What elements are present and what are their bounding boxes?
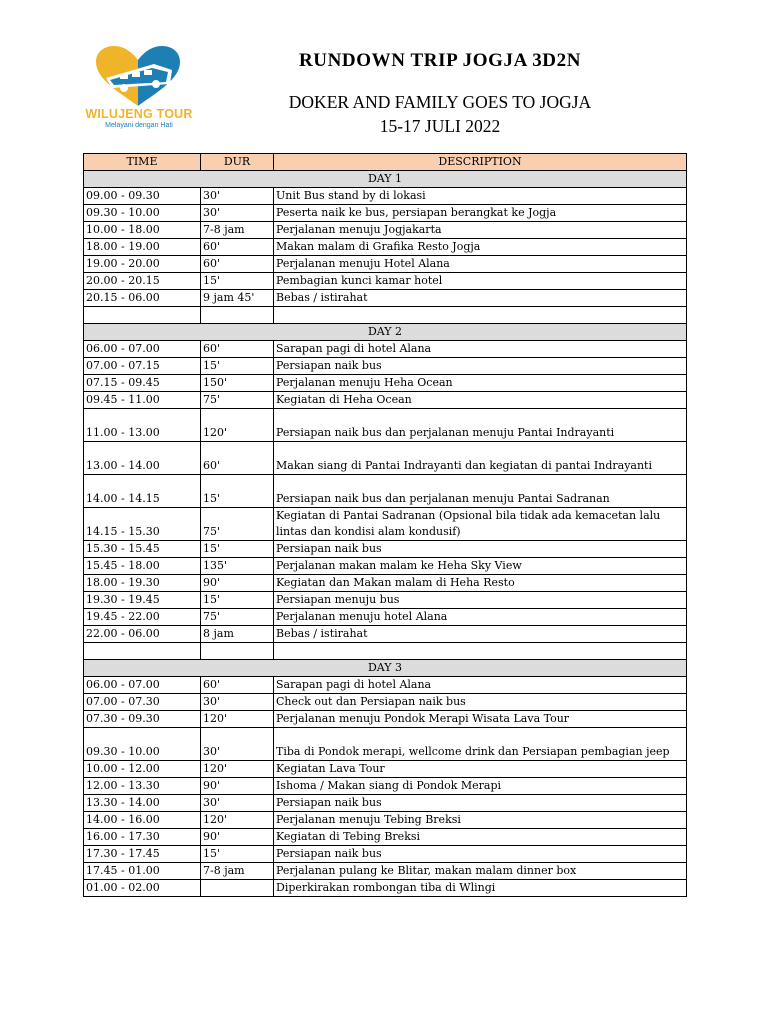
time-cell: 10.00 - 12.00: [84, 761, 201, 778]
description-cell: Tiba di Pondok merapi, wellcome drink dan Persiapan pembagian jeep: [274, 728, 687, 761]
duration-cell: 75': [201, 508, 274, 541]
day-label: DAY 1: [84, 171, 687, 188]
company-logo: [78, 44, 200, 132]
table-row: [84, 778, 687, 795]
description-cell: Sarapan pagi di hotel Alana: [274, 677, 687, 694]
time-cell: 13.30 - 14.00: [84, 795, 201, 812]
time-cell: 19.30 - 19.45: [84, 592, 201, 609]
description-cell: Persiapan naik bus: [274, 541, 687, 558]
empty-cell: [274, 307, 687, 324]
description-cell: Kegiatan di Tebing Breksi: [274, 829, 687, 846]
duration-cell: 90': [201, 778, 274, 795]
description-cell: Bebas / istirahat: [274, 290, 687, 307]
table-row: [84, 409, 687, 442]
table-row: [84, 592, 687, 609]
duration-cell: 75': [201, 609, 274, 626]
empty-cell: [274, 643, 687, 660]
duration-cell: 15': [201, 358, 274, 375]
duration-cell: 30': [201, 188, 274, 205]
description-cell: Perjalanan menuju Jogjakarta: [274, 222, 687, 239]
time-cell: 09.30 - 10.00: [84, 205, 201, 222]
time-cell: 14.00 - 14.15: [84, 475, 201, 508]
description-cell: Perjalanan menuju Pondok Merapi Wisata Lava Tour: [274, 711, 687, 728]
table-row: [84, 205, 687, 222]
table-row: [84, 609, 687, 626]
description-cell: Kegiatan Lava Tour: [274, 761, 687, 778]
description-cell: Pembagian kunci kamar hotel: [274, 273, 687, 290]
description-cell: Ishoma / Makan siang di Pondok Merapi: [274, 778, 687, 795]
description-cell: Kegiatan dan Makan malam di Heha Resto: [274, 575, 687, 592]
column-header-dur: DUR: [201, 154, 274, 171]
time-cell: 15.45 - 18.00: [84, 558, 201, 575]
duration-cell: 30': [201, 694, 274, 711]
time-cell: 18.00 - 19.30: [84, 575, 201, 592]
day-header-row: [84, 324, 687, 341]
table-row: [84, 677, 687, 694]
duration-cell: [201, 880, 274, 897]
table-row: [84, 188, 687, 205]
empty-cell: [201, 307, 274, 324]
description-cell: Peserta naik ke bus, persiapan berangkat ke Jogja: [274, 205, 687, 222]
time-cell: 17.30 - 17.45: [84, 846, 201, 863]
duration-cell: 120': [201, 409, 274, 442]
duration-cell: 15': [201, 592, 274, 609]
time-cell: 15.30 - 15.45: [84, 541, 201, 558]
duration-cell: 150': [201, 375, 274, 392]
table-row: [84, 863, 687, 880]
time-cell: 14.00 - 16.00: [84, 812, 201, 829]
description-cell: Makan siang di Pantai Indrayanti dan kegiatan di pantai Indrayanti: [274, 442, 687, 475]
time-cell: 07.00 - 07.15: [84, 358, 201, 375]
description-cell: Diperkirakan rombongan tiba di Wlingi: [274, 880, 687, 897]
day-label: DAY 3: [84, 660, 687, 677]
trip-dates: 15-17 JULI 2022: [379, 116, 501, 136]
table-row: [84, 558, 687, 575]
time-cell: 20.00 - 20.15: [84, 273, 201, 290]
time-cell: 07.15 - 09.45: [84, 375, 201, 392]
duration-cell: 15': [201, 846, 274, 863]
table-header-row: [84, 154, 687, 171]
time-cell: 10.00 - 18.00: [84, 222, 201, 239]
table-row: [84, 541, 687, 558]
time-cell: 01.00 - 02.00: [84, 880, 201, 897]
table-row: [84, 880, 687, 897]
rundown-table-body: [84, 171, 687, 897]
time-cell: 14.15 - 15.30: [84, 508, 201, 541]
time-cell: 11.00 - 13.00: [84, 409, 201, 442]
table-row: [84, 711, 687, 728]
table-row: [84, 728, 687, 761]
table-row: [84, 256, 687, 273]
table-row: [84, 508, 687, 541]
duration-cell: 120': [201, 761, 274, 778]
duration-cell: 7-8 jam: [201, 222, 274, 239]
time-cell: 18.00 - 19.00: [84, 239, 201, 256]
description-cell: Perjalanan pulang ke Blitar, makan malam dinner box: [274, 863, 687, 880]
description-cell: Sarapan pagi di hotel Alana: [274, 341, 687, 358]
document-title: RUNDOWN TRIP JOGJA 3D2N: [298, 50, 582, 71]
table-row: [84, 761, 687, 778]
description-cell: Kegiatan di Heha Ocean: [274, 392, 687, 409]
duration-cell: 15': [201, 273, 274, 290]
time-cell: 19.45 - 22.00: [84, 609, 201, 626]
table-row: [84, 812, 687, 829]
day-header-row: [84, 660, 687, 677]
empty-cell: [84, 643, 201, 660]
duration-cell: 30': [201, 795, 274, 812]
description-cell: Persiapan naik bus: [274, 358, 687, 375]
duration-cell: 90': [201, 829, 274, 846]
description-cell: Persiapan naik bus: [274, 795, 687, 812]
spacer-row: [84, 643, 687, 660]
table-row: [84, 575, 687, 592]
time-cell: 07.30 - 09.30: [84, 711, 201, 728]
empty-cell: [84, 307, 201, 324]
document-subtitle: DOKER AND FAMILY GOES TO JOGJA: [288, 92, 592, 112]
table-row: [84, 694, 687, 711]
logo-company-name: WILUJENG TOUR: [85, 107, 193, 121]
description-cell: Perjalanan menuju Heha Ocean: [274, 375, 687, 392]
empty-cell: [201, 643, 274, 660]
duration-cell: 60': [201, 239, 274, 256]
duration-cell: 60': [201, 256, 274, 273]
spacer-row: [84, 307, 687, 324]
time-cell: 07.00 - 07.30: [84, 694, 201, 711]
description-cell: Persiapan menuju bus: [274, 592, 687, 609]
duration-cell: 90': [201, 575, 274, 592]
time-cell: 06.00 - 07.00: [84, 341, 201, 358]
table-row: [84, 392, 687, 409]
table-row: [84, 442, 687, 475]
table-row: [84, 475, 687, 508]
description-cell: Perjalanan menuju Hotel Alana: [274, 256, 687, 273]
table-row: [84, 341, 687, 358]
table-row: [84, 795, 687, 812]
duration-cell: 120': [201, 812, 274, 829]
rundown-table: [83, 153, 687, 897]
time-cell: 09.00 - 09.30: [84, 188, 201, 205]
duration-cell: 9 jam 45': [201, 290, 274, 307]
table-row: [84, 290, 687, 307]
description-cell: Perjalanan makan malam ke Heha Sky View: [274, 558, 687, 575]
time-cell: 16.00 - 17.30: [84, 829, 201, 846]
column-header-description: DESCRIPTION: [274, 154, 687, 171]
time-cell: 09.30 - 10.00: [84, 728, 201, 761]
table-row: [84, 375, 687, 392]
description-cell: Check out dan Persiapan naik bus: [274, 694, 687, 711]
duration-cell: 60': [201, 677, 274, 694]
duration-cell: 75': [201, 392, 274, 409]
description-cell: Makan malam di Grafika Resto Jogja: [274, 239, 687, 256]
time-cell: 20.15 - 06.00: [84, 290, 201, 307]
heart-bus-logo-icon: [92, 44, 184, 108]
day-label: DAY 2: [84, 324, 687, 341]
duration-cell: 8 jam: [201, 626, 274, 643]
logo-tagline: Melayani dengan Hati: [105, 122, 173, 129]
duration-cell: 30': [201, 205, 274, 222]
description-cell: Perjalanan menuju hotel Alana: [274, 609, 687, 626]
time-cell: 13.00 - 14.00: [84, 442, 201, 475]
description-cell: Perjalanan menuju Tebing Breksi: [274, 812, 687, 829]
description-cell: Kegiatan di Pantai Sadranan (Opsional bila tidak ada kemacetan lalu lintas dan kondisi alam kondusif): [274, 508, 687, 541]
duration-cell: 15': [201, 541, 274, 558]
time-cell: 22.00 - 06.00: [84, 626, 201, 643]
description-cell: Persiapan naik bus dan perjalanan menuju Pantai Sadranan: [274, 475, 687, 508]
table-row: [84, 626, 687, 643]
table-row: [84, 273, 687, 290]
time-cell: 09.45 - 11.00: [84, 392, 201, 409]
duration-cell: 60': [201, 442, 274, 475]
table-row: [84, 239, 687, 256]
duration-cell: 120': [201, 711, 274, 728]
time-cell: 19.00 - 20.00: [84, 256, 201, 273]
duration-cell: 7-8 jam: [201, 863, 274, 880]
table-row: [84, 358, 687, 375]
column-header-time: TIME: [84, 154, 201, 171]
time-cell: 06.00 - 07.00: [84, 677, 201, 694]
description-cell: Persiapan naik bus dan perjalanan menuju Pantai Indrayanti: [274, 409, 687, 442]
time-cell: 17.45 - 01.00: [84, 863, 201, 880]
time-cell: 12.00 - 13.30: [84, 778, 201, 795]
duration-cell: 60': [201, 341, 274, 358]
day-header-row: [84, 171, 687, 188]
duration-cell: 15': [201, 475, 274, 508]
duration-cell: 30': [201, 728, 274, 761]
description-cell: Persiapan naik bus: [274, 846, 687, 863]
duration-cell: 135': [201, 558, 274, 575]
table-row: [84, 846, 687, 863]
table-row: [84, 222, 687, 239]
table-row: [84, 829, 687, 846]
description-cell: Unit Bus stand by di lokasi: [274, 188, 687, 205]
description-cell: Bebas / istirahat: [274, 626, 687, 643]
